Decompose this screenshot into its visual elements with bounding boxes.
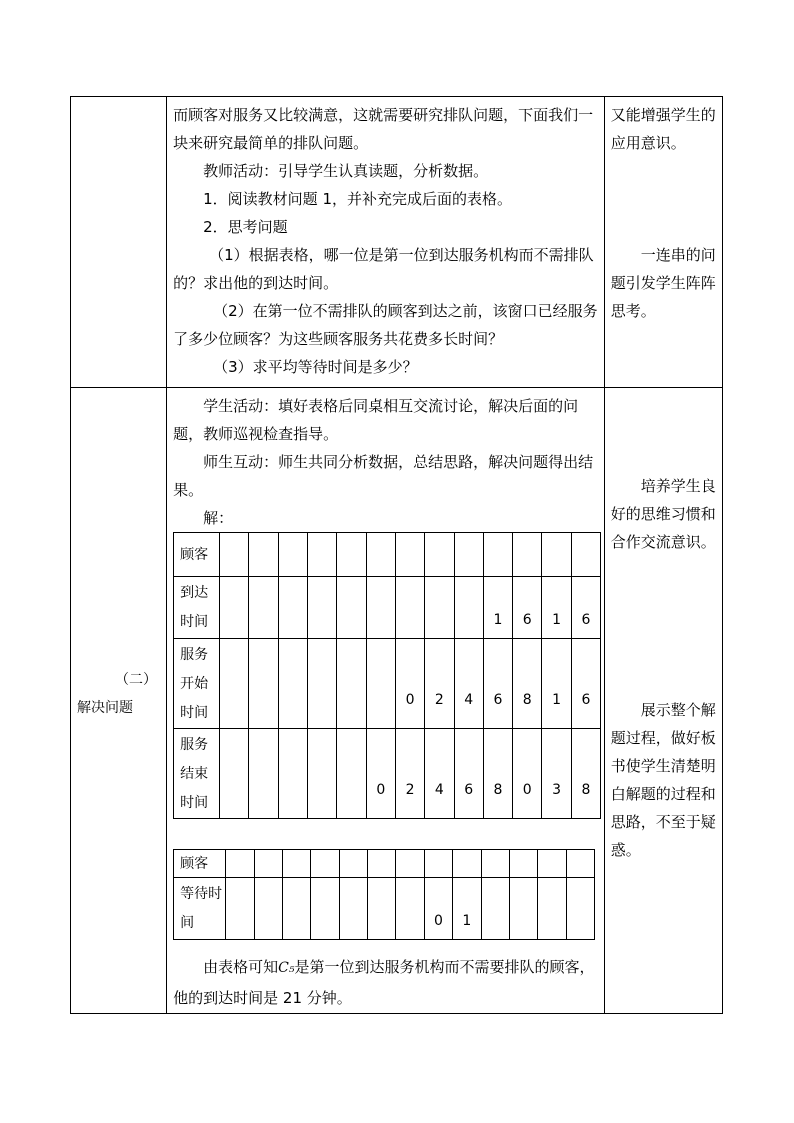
table-row [174,729,601,819]
question-1: （1）根据表格，哪一位是第一位到达服务机构而不需排队的？求出他的到达时间。 [173,246,594,292]
table-cell [226,878,254,940]
table-cell: 4 [454,639,483,729]
table-cell [454,577,483,639]
table-cell [425,533,454,577]
table-cell [278,729,307,819]
table-cell [481,850,509,878]
teacher-student-interaction: 师生互动：师生共同分析数据，总结思路，解决问题得出结果。 [173,453,594,499]
table-cell: 0 [513,729,542,819]
table-cell [396,878,424,940]
table-cell [453,850,481,878]
row2-content-cell [167,388,605,1014]
table-cell: 0 [424,878,452,940]
table-cell [538,850,566,878]
table-cell [366,577,395,639]
intent-note-3: 培养学生良好的思维习惯和合作交流意识。 [610,477,716,551]
row1-content-cell [167,97,605,388]
table-cell [509,878,537,940]
table-row [174,878,595,940]
table-cell: 1 [542,577,571,639]
table-cell [278,577,307,639]
table-cell [249,577,278,639]
table-cell [278,533,307,577]
table-cell [220,639,249,729]
table-cell [249,533,278,577]
customer-symbol: C₅ [278,960,295,976]
table-cell: 6 [454,729,483,819]
table-cell [282,850,310,878]
row-label: 等待时间 [174,878,226,940]
intent-note-4: 展示整个解题过程，做好板书使学生清楚明白解题的过程和思路，不至于疑惑。 [610,701,716,859]
stage-number: （二） [115,672,157,688]
arrival-service-table [173,532,601,819]
question-2: （2）在第一位不需排队的顾客到达之前，该窗口已经服务了多少位顾客？为这些顾客服务共花费多长时间？ [173,302,598,348]
table-cell [220,729,249,819]
table-cell: 8 [483,729,512,819]
table-cell [337,729,366,819]
table-cell: 6 [571,639,600,729]
table-cell [308,533,337,577]
table-cell [566,850,595,878]
table-cell [220,577,249,639]
table-cell: 2 [395,729,424,819]
conclusion-pre: 由表格可知 [203,958,279,976]
table-cell [396,850,424,878]
table-cell [454,533,483,577]
table-cell: 2 [425,639,454,729]
table-cell [339,850,367,878]
row-label: 顾客 [174,850,226,878]
table-cell: 6 [483,639,512,729]
student-activity: 学生活动：填好表格后同桌相互交流讨论，解决后面的问题，教师巡视检查指导。 [173,397,579,443]
table-row [174,533,601,577]
table-cell: 8 [513,639,542,729]
step-1: 1．阅读教材问题 1，并补充完成后面的表格。 [203,190,512,208]
stage-title: 解决问题 [77,700,133,716]
table-cell [226,850,254,878]
solution-label: 解： [203,509,234,527]
lesson-row-solve [71,388,723,1014]
table-cell [366,533,395,577]
lesson-row-intro [71,97,723,388]
row-label: 服务结束时间 [174,729,220,819]
table-cell [368,878,396,940]
table-cell [542,533,571,577]
table-cell [395,577,424,639]
table-cell [337,577,366,639]
table-row [174,639,601,729]
waiting-time-table [173,849,595,940]
table-cell [308,729,337,819]
table-cell: 6 [513,577,542,639]
step-2: 2．思考问题 [203,218,288,236]
table-cell [254,850,282,878]
table-cell [425,577,454,639]
table-cell [308,577,337,639]
table-cell [566,878,595,940]
table-cell [282,878,310,940]
table-cell [278,639,307,729]
question-3: （3）求平均等待时间是多少？ [213,358,418,376]
table-cell: 1 [542,639,571,729]
table-cell [509,850,537,878]
table-cell [249,639,278,729]
table-cell [483,533,512,577]
table-cell [220,533,249,577]
table-cell [339,878,367,940]
table-cell: 0 [366,729,395,819]
table-cell [249,729,278,819]
intro-paragraph: 而顾客对服务又比较满意，这就需要研究排队问题，下面我们一块来研究最简单的排队问题。 [173,106,594,152]
table-row [174,577,601,639]
lesson-plan-table [70,96,723,1014]
table-cell [538,878,566,940]
table-cell [424,850,452,878]
table-cell: 3 [542,729,571,819]
table-cell: 0 [395,639,424,729]
table-cell: 8 [571,729,600,819]
table-cell: 4 [425,729,454,819]
table-cell [254,878,282,940]
row-label: 服务开始时间 [174,639,220,729]
table-cell [481,878,509,940]
table-cell [311,850,339,878]
row1-design-intent-cell [604,97,722,388]
table-cell [366,639,395,729]
intent-note-1: 又能增强学生的应用意识。 [610,106,716,152]
conclusion-post: 是第一位到达服务机构而不需要排队的顾客，他的到达时间是 21 分钟。 [173,958,595,1007]
row1-stage-cell [71,97,167,388]
row-label: 到达时间 [174,577,220,639]
conclusion [173,952,598,1013]
table-cell: 1 [483,577,512,639]
table-cell [308,639,337,729]
table-cell [571,533,600,577]
table-cell: 1 [453,878,481,940]
teacher-activity: 教师活动：引导学生认真读题，分析数据。 [203,162,489,180]
table-cell [368,850,396,878]
table-cell [311,878,339,940]
row2-design-intent-cell [604,388,722,1014]
table-cell [395,533,424,577]
table-cell [513,533,542,577]
intent-note-2: 一连串的问题引发学生阵阵思考。 [610,246,716,320]
table-cell: 6 [571,577,600,639]
table-row [174,850,595,878]
row-label: 顾客 [174,533,220,577]
table-cell [337,639,366,729]
table-cell [337,533,366,577]
row2-stage-cell [71,388,167,1014]
